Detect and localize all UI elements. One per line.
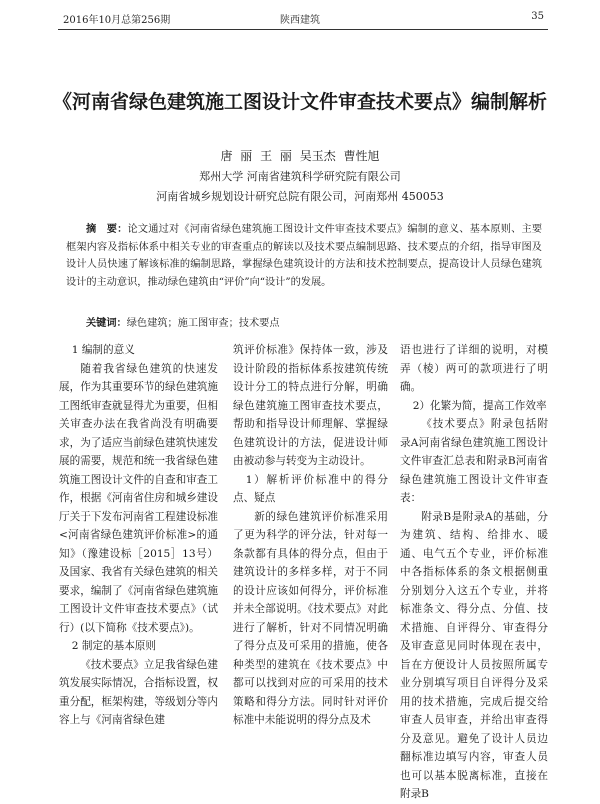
authors: 唐 丽 王 丽 吴玉杰 曹性旭: [220, 149, 380, 163]
affiliation-2: 河南省城乡规划设计研究总院有限公司，河南郑州 450053: [156, 190, 444, 203]
abstract-text: 论文通过对《河南省绿色建筑施工图设计文件审查技术要点》编制的意义、基本原则、主要框架内容及指标体系中相关专业的审查重点的解读以及技术要点编制思路、技术要点的介绍，指导审图及设计人员快速了解该标准的编制思路，掌握绿色建筑设计的方法和技术控制要点，提高设计人员绿色建筑设计的主动意识，推动绿色建筑由“评价”向“设计”的发展。: [66, 224, 543, 288]
article-title: 《河南省绿色建筑施工图设计文件审查技术要点》编制解析: [52, 91, 547, 113]
section-heading: 1）解析评价标准中的得分点、疑点: [233, 473, 388, 504]
paragraph: 《技术要点》立足我省绿色建筑发展实际情况，合指标设置，权重分配，框架构建，等级划分等内容上与《河南省绿色建: [59, 658, 218, 726]
header-rule: [58, 29, 548, 30]
section-heading: 1 编制的意义: [71, 344, 135, 356]
body-column-2: [233, 341, 388, 726]
paragraph: 筑评价标准》保持体一致，涉及设计阶段的指标体系按建筑传统设计分工的特点进行分解，明确绿色建筑施工图审查技术要点，帮助和指导设计师理解、掌握绿色建筑设计的方法，促进设计师由被动参与转变为主动设计。: [233, 344, 388, 467]
paragraph: 新的绿色建筑评价标准采用了更为科学的评分法，针对每一条款都有具体的得分点，但由于建筑设计的多样多样，对于不同的设计应该如何得分，评价标准并未全部说明。《技术要点》对此进行了解析，针对不同情况明确了得分点及可采用的措施，使各种类型的建筑在《技术要点》中都可以找到对应的可采用的技术策略和得分方法。同时针对评价标准中未能说明的得分点及术: [233, 510, 388, 726]
abstract-label: 摘 要：: [86, 223, 128, 235]
paragraph: 随着我省绿色建筑的快速发展，作为其重要环节的绿色建筑施工图纸审查就显得尤为重要，但相关审查办法在我省尚没有明确要求，为了适应当前绿色建筑快速发展的需要，规范和统一我省绿色建筑施工图设计文件的自查和审查工作，根据《河南省住房和城乡建设厅关于下发布河南省工程建设标准<河南省绿色建筑评价标准>的通知》（豫建设标［2015］13号）及国家、我省有关绿色建筑的相关要求，编制了《河南省绿色建筑施工图设计文件审查技术要点》（试行）(以下简称《技术要点》)。: [59, 362, 218, 634]
keywords-text: 绿色建筑；施工图审查；技术要点: [126, 318, 280, 329]
section-heading: 2 制定的基本原则: [71, 640, 156, 652]
body-column-1: [59, 341, 218, 726]
paragraph: 《技术要点》附录包括附录A河南省绿色建筑施工图设计文件审查汇总表和附录B河南省绿色建筑施工图设计文件审查表：: [400, 418, 548, 504]
abstract: [66, 221, 542, 291]
keywords-label: 关键词：: [86, 317, 127, 329]
paragraph: 附录B是附录A的基础，分为建筑、结构、给排水、暖通、电气五个专业，评价标准中各指标体系的条文根据侧重分别划分入这五个专业，并将标准条文、得分点、分值、技术措施、自评得分、审查得分及审查意见同时体现在表中，旨在方便设计人员按照所属专业分别填写项目自评得分及采用的技术措施，完成后提交给审查人员审查，并给出审查得分及意见。避免了设计人员边翻标准边填写内容，审查人员也可以基本脱离标准，直接在附录B: [400, 510, 548, 800]
page-number: 35: [531, 11, 544, 22]
keywords: [86, 314, 546, 329]
page-header: [0, 0, 600, 34]
section-heading: 2）化繁为简，提高工作效率: [412, 399, 547, 412]
affiliation-1: 郑州大学 河南省建筑科学研究院有限公司: [199, 170, 401, 183]
journal-name: 陕西建筑: [280, 15, 320, 26]
body-column-3: [400, 341, 548, 800]
paragraph: 语也进行了详细的说明，对模弄（棱）两可的款项进行了明确。: [400, 344, 548, 393]
issue-info: 2016年10月总第256期: [63, 15, 171, 26]
